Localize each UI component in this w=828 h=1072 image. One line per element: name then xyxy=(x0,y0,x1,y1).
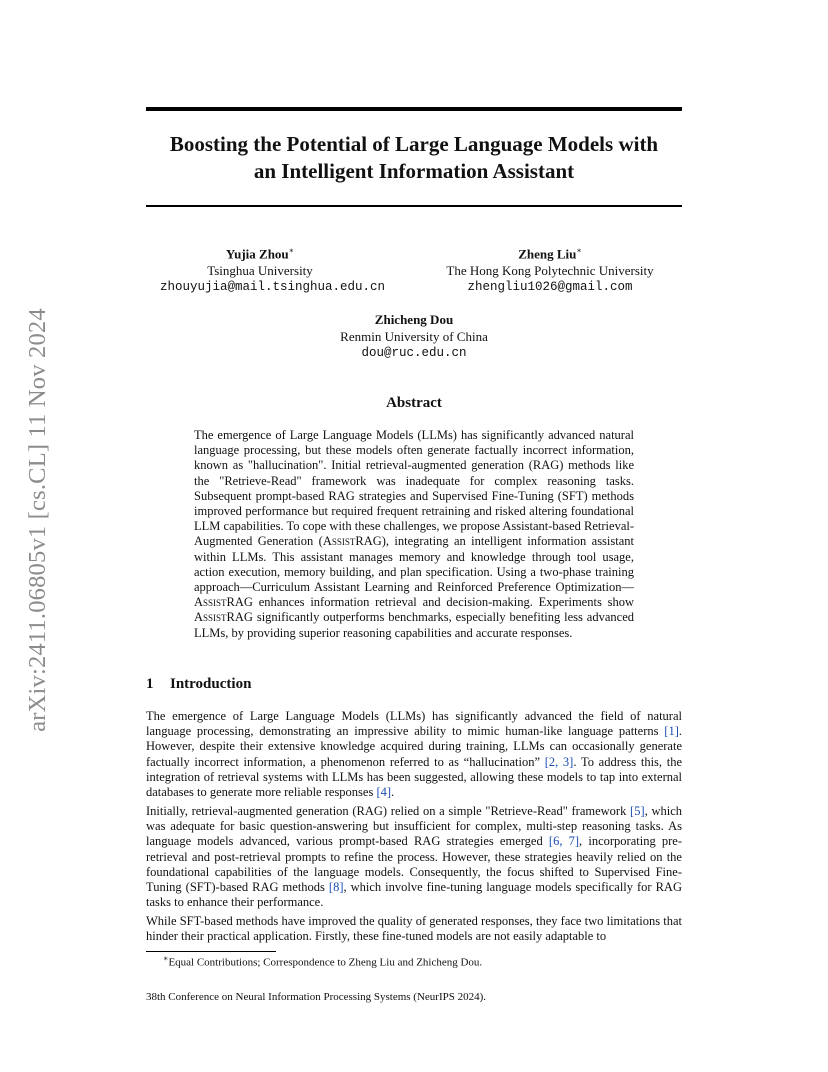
abstract-heading: Abstract xyxy=(386,395,442,411)
title-line-1: Boosting the Potential of Large Language Models with xyxy=(169,132,659,156)
citation-link[interactable]: [1] xyxy=(664,724,679,739)
author-affiliation: The Hong Kong Polytechnic University xyxy=(446,263,654,279)
author-name: Zheng Liu xyxy=(518,246,577,262)
citation-link[interactable]: [8] xyxy=(328,880,344,895)
author-name: Zhicheng Dou xyxy=(374,312,454,327)
abstract-text: The emergence of Large Language Models (LLMs) has significantly advanced natural language processing, but these models often generate factually incorrect information, known as "hallucination". Initial retrieval-augmented generation (RAG) methods like the "Retrieve-Read" framework was inadequate for complex reasoning tasks. Subsequent prompt-based RAG strategies and Supervised Fine-Tuning (SFT) methods improved performance but required frequent retraining and risked altering foundational LLM capabilities. To cope with these challenges, we propose Assistant-based Retrieval-Augmented Generation (AssistRAG), integrating an intelligent information assistant within LLMs. This assistant manages memory and knowledge through tool usage, action execution, memory building, and plan specification. Using a two-phase training approach—Curriculum Assistant Learning and Reinforced Preference Optimization—AssistRAG enhances information retrieval and decision-making. Experiments show AssistRAG significantly outperforms benchmarks, especially benefiting less advanced LLMs, by providing superior reasoning capabilities and accurate responses. xyxy=(194,428,635,640)
author-email: dou@ruc.edu.cn xyxy=(361,346,467,360)
author-name: Yujia Zhou xyxy=(225,246,289,262)
citation-link[interactable]: [5] xyxy=(630,804,645,818)
title-top-rule xyxy=(146,107,682,111)
citation-link[interactable]: [6, 7] xyxy=(548,834,580,849)
equal-contribution-mark: ∗ xyxy=(288,246,295,255)
section-title: Introduction xyxy=(170,676,252,692)
method-name: AssistRAG xyxy=(322,534,382,549)
intro-paragraph-3: While SFT-based methods have improved the quality of generated responses, they face two limitations that hinder their practical application. Firstly, these fine-tuned models are not easily adaptable to xyxy=(146,914,682,944)
section-number: 1 xyxy=(146,676,154,692)
equal-contribution-mark: ∗ xyxy=(576,246,582,255)
footnote-text: Equal Contributions; Correspondence to Zheng Liu and Zhicheng Dou. xyxy=(168,956,483,969)
author-block-3 xyxy=(314,311,514,362)
author-block-1 xyxy=(160,242,386,296)
conference-notice: 38th Conference on Neural Information Processing Systems (NeurIPS 2024). xyxy=(146,991,487,1003)
author-email: zhouyujia@mail.tsinghua.edu.cn xyxy=(160,280,386,295)
author-affiliation: Renmin University of China xyxy=(340,329,488,344)
citation-link[interactable]: [2, 3] xyxy=(544,754,574,769)
method-name: AssistRAG xyxy=(194,595,253,610)
footnote-rule xyxy=(146,951,276,952)
title-line-2: an Intelligent Information Assistant xyxy=(253,159,575,183)
footnote xyxy=(163,954,482,969)
author-affiliation: Tsinghua University xyxy=(207,263,313,279)
arxiv-identifier: arXiv:2411.06805v1 [cs.CL] 11 Nov 2024 xyxy=(24,308,51,732)
intro-paragraph-1: The emergence of Large Language Models (LLMs) has significantly advanced the field of natural language processing, demonstrating an impressive ability to mimic human-like language patterns [1]. However, despite their extensive knowledge acquired during training, LLMs can occasionally generate factually incorrect information, a phenomenon referred to as “hallucination” [2, 3]. To address this, the integration of retrieval systems with LLMs has been suggested, allowing these models to tap into external databases to generate more reliable responses [4]. xyxy=(146,709,683,800)
method-name: AssistRAG xyxy=(194,610,253,625)
section-heading xyxy=(146,676,251,693)
footnote-mark: ∗ xyxy=(163,954,169,963)
author-email: zhengliu1026@gmail.com xyxy=(467,280,633,295)
title-bottom-rule xyxy=(146,205,682,207)
intro-paragraph-2: Initially, retrieval-augmented generation (RAG) relied on a simple "Retrieve-Read" framework [5], which was adequate for basic question-answering but insufficient for complex, multi-step reasoning tasks. As language models advanced, various prompt-based RAG strategies emerged [6, 7], incorporating pre-retrieval and post-retrieval prompts to refine the process. However, these strategies heavily relied on the foundational capabilities of the language models. Consequently, the focus shifted to Supervised Fine-Tuning (SFT)-based RAG methods [8], which involve fine-tuning language models specifically for RAG tasks to enhance their performance. xyxy=(146,804,682,910)
paper-title xyxy=(146,131,682,185)
author-block-2 xyxy=(430,242,670,296)
citation-link[interactable]: [4] xyxy=(376,785,392,800)
